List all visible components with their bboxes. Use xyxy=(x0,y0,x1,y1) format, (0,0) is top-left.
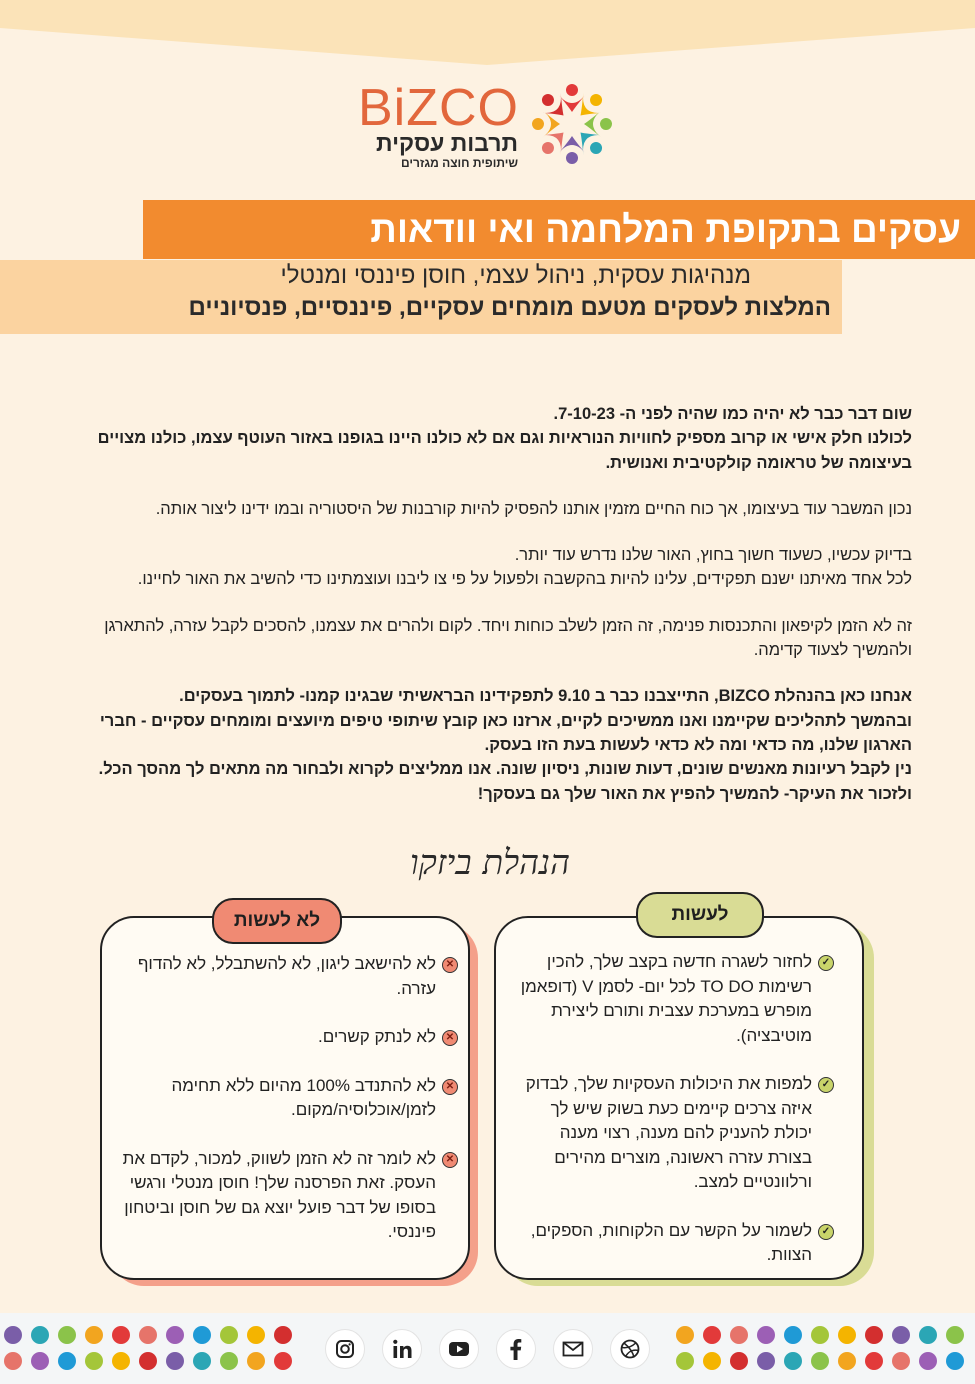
dont-item-text: לא להישאב ליגון, לא להשתבלל, לא להדוף עזרה. xyxy=(137,954,436,998)
decorative-dot xyxy=(31,1326,49,1344)
decorative-dot xyxy=(220,1352,238,1370)
footer xyxy=(0,1313,975,1384)
decorative-dot xyxy=(166,1352,184,1370)
x-circle-icon: ✕ xyxy=(442,1152,458,1168)
decorative-dot xyxy=(220,1326,238,1344)
decorative-dot xyxy=(58,1326,76,1344)
decorative-dot xyxy=(676,1326,694,1344)
decorative-dot xyxy=(730,1352,748,1370)
do-card-label: לעשות xyxy=(636,892,764,938)
logo-tagline: שיתופית חוצה מגזרים xyxy=(401,156,518,170)
dont-list xyxy=(118,952,458,1269)
do-item xyxy=(512,1072,834,1195)
subtitle-line-2: המלצות לעסקים מטעם מומחים עסקיים, פיננסיים, פנסיוניים xyxy=(188,294,831,321)
decorative-dot xyxy=(865,1326,883,1344)
check-circle-icon: ✓ xyxy=(818,1224,834,1240)
decorative-dot xyxy=(139,1352,157,1370)
decorative-dot xyxy=(247,1352,265,1370)
decorative-dot xyxy=(274,1352,292,1370)
linkedin-icon[interactable] xyxy=(382,1329,422,1369)
decorative-dot xyxy=(85,1326,103,1344)
subtitle-line-1: מנהיגות עסקית, ניהול עצמי, חוסן פיננסי ומנטלי xyxy=(280,262,751,289)
dont-item xyxy=(118,952,458,1001)
decorative-dot xyxy=(892,1352,910,1370)
decorative-dot xyxy=(946,1326,964,1344)
decorative-dot xyxy=(85,1352,103,1370)
paragraph-5 xyxy=(90,684,912,805)
decorative-dot xyxy=(757,1326,775,1344)
decorative-dot xyxy=(4,1352,22,1370)
decorative-dot xyxy=(892,1326,910,1344)
decorative-dot xyxy=(703,1352,721,1370)
check-circle-icon: ✓ xyxy=(818,1077,834,1093)
decorative-dot xyxy=(838,1326,856,1344)
decorative-dot xyxy=(946,1352,964,1370)
decorative-dot xyxy=(112,1352,130,1370)
paragraph-2: נכון המשבר עוד בעיצומו, אך כוח החיים מזמין אותנו להפסיק להיות קורבנות של היסטוריה ובמו ידינו ליצור אותה. xyxy=(155,499,912,518)
decorative-dot xyxy=(247,1326,265,1344)
logo-wordmark: BiZCO xyxy=(358,79,519,137)
decorative-dot xyxy=(838,1352,856,1370)
decorative-dot xyxy=(703,1326,721,1344)
paragraph-4: זה לא הזמן לקיפאון והתכנסות פנימה, זה הזמן לשלב כוחות ויחד. לקום ולהרים את עצמנו, להסכים לקבל עזרה, להתארגן ולהמשיך לצעוד קדימה. xyxy=(104,616,912,660)
facebook-icon[interactable] xyxy=(496,1329,536,1369)
top-decorative-banner xyxy=(0,0,975,65)
decorative-dot xyxy=(274,1326,292,1344)
do-item xyxy=(512,1219,834,1268)
decorative-dot xyxy=(112,1326,130,1344)
dont-item-text: לא לנתק קשרים. xyxy=(317,1027,436,1046)
decorative-dot xyxy=(193,1326,211,1344)
decorative-dot xyxy=(58,1352,76,1370)
do-item xyxy=(512,950,834,1048)
dribbble-icon[interactable] xyxy=(610,1329,650,1369)
paragraph-3-line-1: בדיוק עכשיו, כשעוד חשוך בחוץ, האור שלנו נדרש עוד יותר. xyxy=(514,546,912,565)
paragraph-5-line-1: אנחנו כאן בהנהלת BIZCO, התייצבנו כבר ב 9.10 לתפקידינו הבראשיתי שבגינו קמנו- לתמוך בעסקים. xyxy=(179,687,912,706)
x-circle-icon: ✕ xyxy=(442,957,458,973)
decorative-dot xyxy=(193,1352,211,1370)
dont-item-text: לא לומר זה לא הזמן לשווק, למכור, לקדם את העסק. זאת הפרסנה שלך! חוסן מנטלי ורגשי בסופו של דבר פועל יוצא גם של חוסן וביטחון פיננסי. xyxy=(122,1148,436,1241)
decorative-dot xyxy=(811,1326,829,1344)
dont-card-label: לא לעשות xyxy=(212,898,342,944)
decorative-dot xyxy=(676,1352,694,1370)
decorative-dot xyxy=(4,1326,22,1344)
paragraph-1-lead: שום דבר כבר לא יהיה כמו שהיה לפני ה- 7-10-23. xyxy=(553,405,912,423)
do-item-text: לשמור על הקשר עם הלקוחות, הספקים, הצוות. xyxy=(530,1220,812,1264)
decorative-dot xyxy=(811,1352,829,1370)
people-circle-logo-icon xyxy=(526,78,618,170)
decorative-dot xyxy=(730,1326,748,1344)
paragraph-3 xyxy=(90,543,912,592)
x-circle-icon: ✕ xyxy=(442,1030,458,1046)
youtube-icon[interactable] xyxy=(439,1329,479,1369)
decorative-dots-right xyxy=(676,1326,975,1374)
dont-item-text: לא להתנדב 100% מהיום ללא תחימה לזמן/אוכלוסיה/מקום. xyxy=(171,1075,436,1119)
paragraph-1-text: לכולנו חלק אישי או קרוב מספיק לחוויות הנוראיות וגם אם לא כולנו היינו בגופנו באזור העוטף עצמו, כולנו מצויים בעיצומה של טראומה קולקטיבית ואנושית. xyxy=(97,429,912,472)
decorative-dot xyxy=(919,1352,937,1370)
logo-hebrew-name: תרבות עסקית xyxy=(376,130,518,156)
dont-item xyxy=(118,1074,458,1123)
paragraph-3-line-2: לכל אחד מאיתנו ישנם תפקידים, עלינו להיות בהקשבה ולפעול על פי צו ליבנו ועוצמתינו כדי להשיב את האור לחיינו. xyxy=(137,570,912,589)
bizco-logo xyxy=(358,78,618,178)
do-list xyxy=(512,950,834,1292)
do-item-text: למפות את היכולות העסקיות שלך, לבדוק איזה צרכים קיימים כעת בשוק שיש לך יכולת להעניק להם מענה, רצוי מענה בצורת עזרה ראשונה, מוצרים מהירים ורלוונטיים למצב. xyxy=(525,1074,812,1191)
decorative-dot xyxy=(139,1326,157,1344)
do-item-text: לחזור לשגרה חדשה בקצב שלך, להכין רשימות TO DO לכל יום- לסמן V (דופאמן מופרש במערכת עצבית ותורם ליצירת מוטיבציה). xyxy=(520,952,812,1045)
decorative-dot xyxy=(166,1326,184,1344)
decorative-dots-left xyxy=(4,1326,304,1374)
decorative-dot xyxy=(865,1352,883,1370)
signature: הנהלת ביזקו xyxy=(409,843,571,883)
decorative-dot xyxy=(31,1352,49,1370)
intro-text xyxy=(90,402,912,828)
dont-item xyxy=(118,1025,458,1050)
dont-item xyxy=(118,1147,458,1245)
decorative-dot xyxy=(784,1326,802,1344)
paragraph-5-line-4: ולזכור את העיקר- להמשיך להפיץ את האור שלך גם בעסקך! xyxy=(477,784,912,803)
check-circle-icon: ✓ xyxy=(818,955,834,971)
page-title: עסקים בתקופת המלחמה ואי וודאות xyxy=(370,209,961,250)
decorative-dot xyxy=(784,1352,802,1370)
mail-icon[interactable] xyxy=(553,1329,593,1369)
paragraph-1 xyxy=(90,402,912,475)
x-circle-icon: ✕ xyxy=(442,1079,458,1095)
decorative-dot xyxy=(919,1326,937,1344)
title-bar xyxy=(143,200,975,259)
instagram-icon[interactable] xyxy=(325,1329,365,1369)
paragraph-5-line-3: נין לקבל רעיונות מאנשים שונים, דעות שונות, ניסיון שונה. אנו ממליצים לקרוא ולבחור מה מתאים לך מהסך הכל. xyxy=(98,760,912,779)
decorative-dot xyxy=(757,1352,775,1370)
paragraph-5-line-2: ובהמשך לתהליכים שקיימנו ואנו ממשיכים לקיים, ארזנו כאן קובץ שיתופי טיפים מיועצים ומומחים עסקיים - חברי הארגון שלנו, מה כדאי ומה לא כדאי לעשות בעת הזו בעסק. xyxy=(99,711,912,754)
